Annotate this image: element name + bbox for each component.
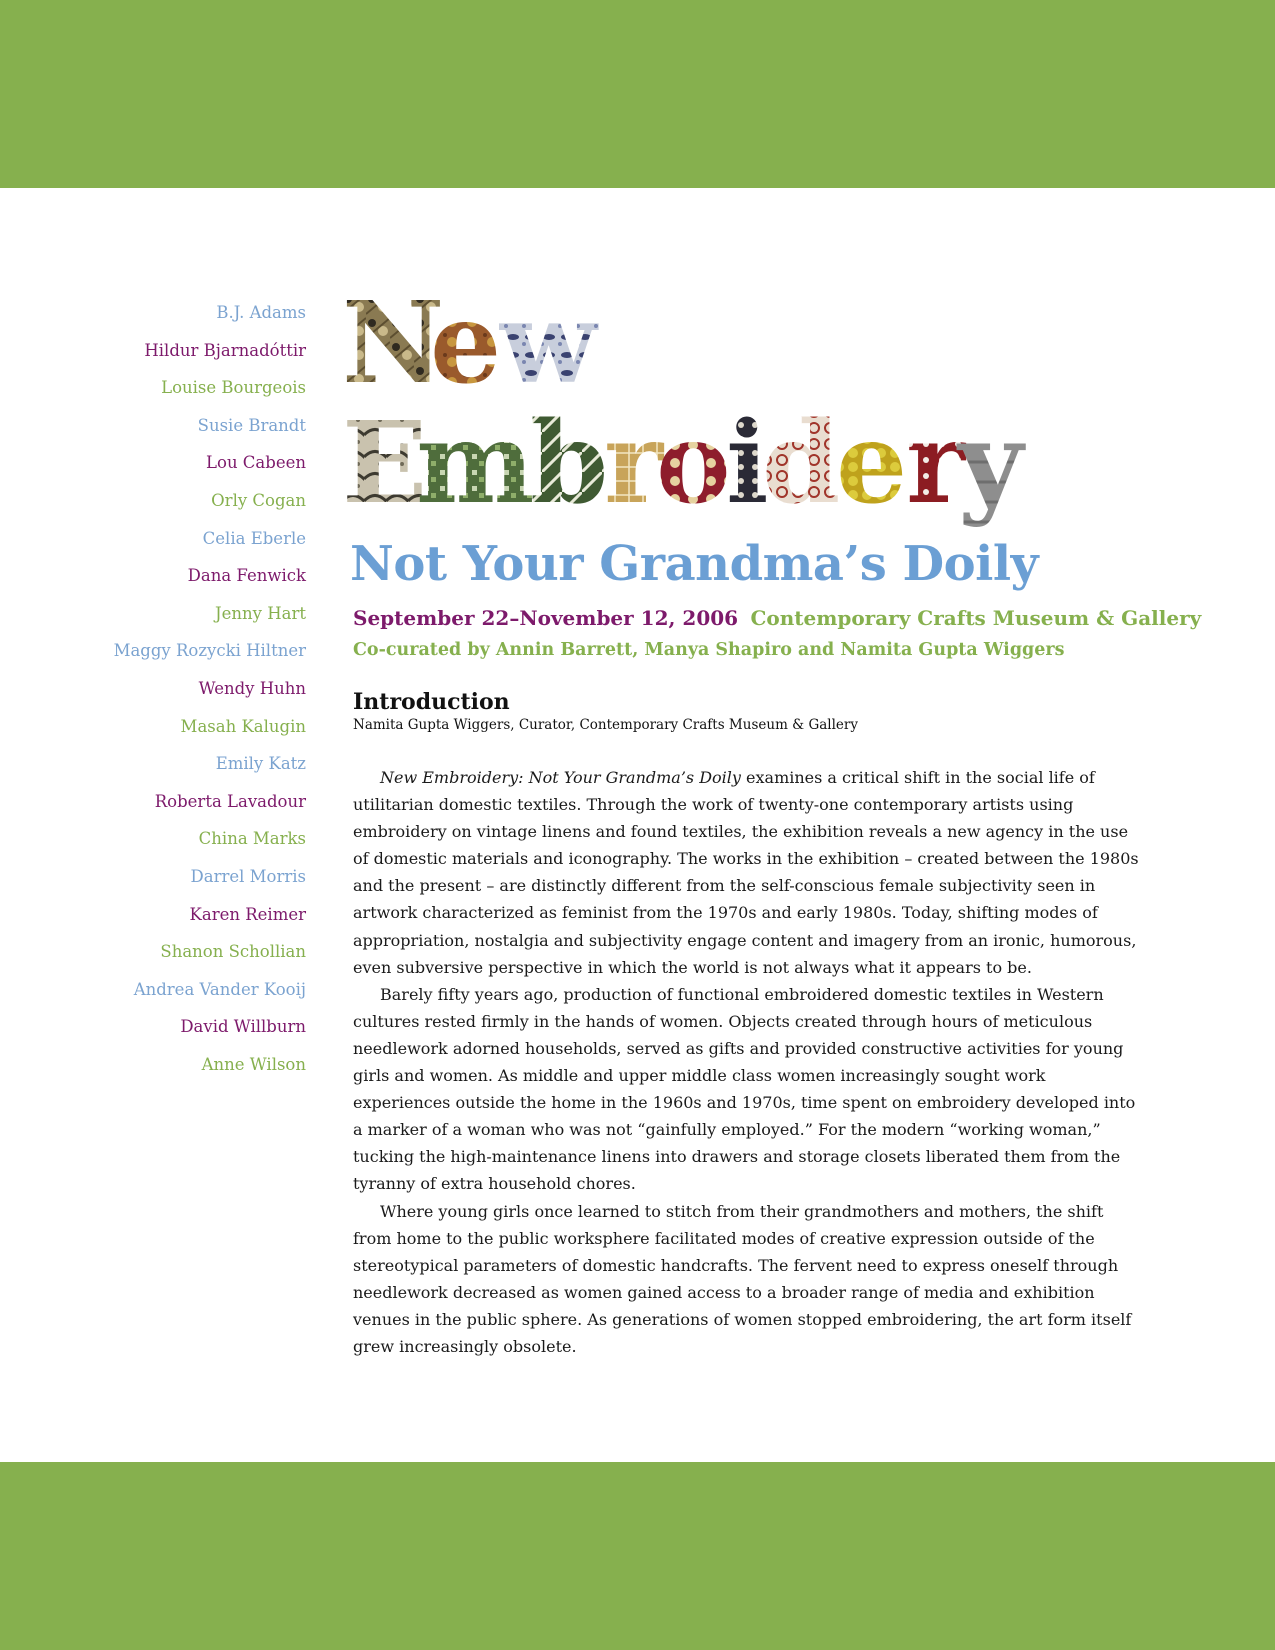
artist-name: Anne Wilson [201,1054,306,1074]
dates-venue-line [353,606,1253,630]
artist-name: Orly Cogan [211,490,306,510]
svg-text:r: r [604,398,664,528]
artist-name: Hildur Bjarnadóttir [144,340,306,360]
svg-text:r: r [906,398,966,528]
artist-name: Karen Reimer [189,904,306,924]
artist-name: Maggy Rozycki Hiltner [113,641,306,661]
svg-text:e: e [430,292,502,409]
artist-name: Dana Fenwick [187,566,306,586]
intro-byline: Namita Gupta Wiggers, Curator, Contemporary Crafts Museum & Gallery [353,717,859,733]
svg-text:w: w [500,292,597,409]
intro-paragraph: Where young girls once learned to stitch from their grandmothers and mothers, the shift from home to the public worksphere facilitated modes of creative expression outside of the stereotypical parameters of domestic handcrafts. The fervent need to express oneself through needlework decreased as women gained access to a broader range of media and exhibition venues in the public sphere. As generations of women stopped embroidering, the art form itself grew increasingly obsolete. [353,1201,1132,1356]
curators-credit: Co-curated by Annin Barrett, Manya Shapiro and Namita Gupta Wiggers [353,640,1065,660]
artist-name: Wendy Huhn [198,678,306,698]
title-line-embroidery [342,398,1026,528]
svg-text:e: e [836,398,908,528]
artist-name: Emily Katz [215,754,306,774]
intro-paragraph: Barely fifty years ago, production of functional embroidered domestic textiles in Western cultures rested firmly in the hands of women. Objects created through hours of meticulous needlework adorned households, served as gifts and provided constructive activities for young girls and women. As middle and upper middle class women increasingly sought work experiences outside the home in the 1960s and 1970s, time spent on embroidery developed into a marker of a woman who was not “gainfully employed.” For the modern “working woman,” tucking the high-maintenance linens into drawers and storage closets liberated them from the tyranny of extra household chores. [353,984,1136,1194]
artist-name: Roberta Lavadour [154,791,306,811]
bottom-green-band [0,1462,1275,1650]
svg-text:o: o [656,398,731,528]
artist-name: David Willburn [180,1017,306,1037]
intro-heading: Introduction [353,689,510,715]
svg-text:y: y [958,398,1024,528]
artist-name: Celia Eberle [202,528,306,548]
top-green-band [0,0,1275,188]
embroidered-title-art [342,292,1162,528]
exhibition-title-italic: New Embroidery: Not Your Grandma’s Doily [380,768,741,787]
exhibition-dates: September 22–November 12, 2006 [353,606,739,630]
artist-name: Shanon Schollian [160,942,306,962]
artist-name: Susie Brandt [197,415,306,435]
intro-body [353,764,1143,1360]
title-line-new [342,292,599,409]
artist-name: Masah Kalugin [180,716,306,736]
svg-text:E: E [342,398,428,528]
artist-name: Lou Cabeen [206,453,306,473]
artist-name: Andrea Vander Kooij [133,979,306,999]
exhibition-venue: Contemporary Crafts Museum & Gallery [750,606,1202,630]
svg-text:m: m [416,398,535,528]
svg-text:N: N [342,292,445,409]
artist-name: B.J. Adams [216,303,306,322]
artist-name: Jenny Hart [215,603,306,623]
svg-text:b: b [530,398,609,528]
artist-list [96,300,306,1089]
intro-paragraph: New Embroidery: Not Your Grandma’s Doily examines a critical shift in the social life of utilitarian domestic textiles. Through the work of twenty-one contemporary artists using embroidery on vintage linens and found textiles, the exhibition reveals a new agency in the use of domestic materials and iconography. The works in the exhibition – created between the 1980s and the present – are distinctly different from the self-conscious female subjectivity seen in artwork characterized as feminist from the 1970s and early 1980s. Today, shifting modes of appropriation, nostalgia and subjectivity engage content and imagery from an ironic, humorous, even subversive perspective in which the world is not always what it appears to be. [353,768,1139,977]
exhibition-subtitle: Not Your Grandma’s Doily [350,536,1038,592]
artist-name: Darrel Morris [190,866,306,886]
svg-text:i: i [726,398,769,528]
artist-name: Louise Bourgeois [161,378,306,398]
svg-text:d: d [762,398,841,528]
artist-name: China Marks [198,829,306,849]
